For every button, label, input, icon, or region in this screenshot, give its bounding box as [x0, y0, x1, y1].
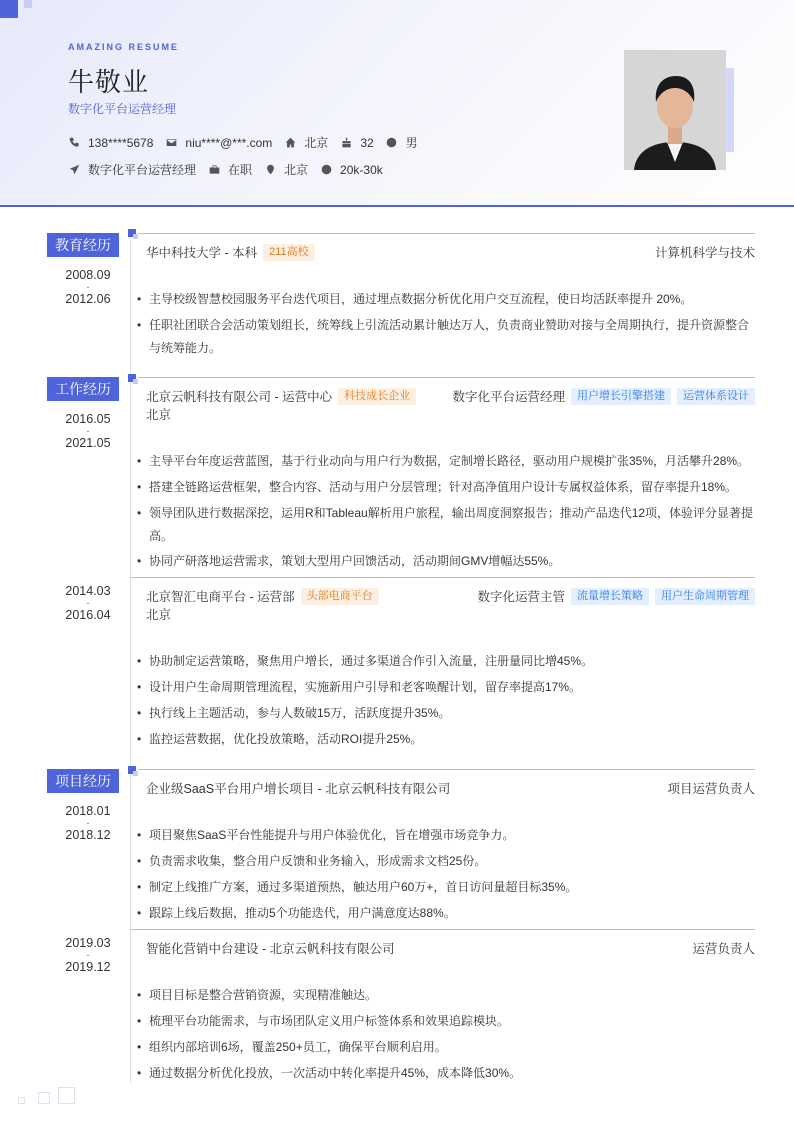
skill-tag: 用户增长引擎搭建	[571, 388, 671, 405]
job-status-info	[208, 161, 252, 178]
work-section-label: 工作经历	[47, 377, 119, 401]
age-info	[340, 136, 373, 150]
list-item: • 项目目标是整合营销资源，实现精准触达。	[137, 984, 755, 1007]
hometown-text: 北京	[304, 136, 329, 150]
edu-start-date: 2008.09	[65, 268, 111, 282]
work-city: 北京	[146, 608, 172, 622]
salary-icon	[320, 164, 332, 176]
work1-entry-header	[146, 387, 755, 405]
company-tag: 科技成长企业	[338, 388, 416, 405]
entry-divider	[130, 929, 755, 930]
gender-icon	[386, 137, 398, 149]
list-item: • 通过数据分析优化投放，一次活动中转化率提升45%，成本降低30%。	[137, 1062, 755, 1085]
email-text: niu****@***.com	[185, 135, 273, 150]
skill-tag: 运营体系设计	[677, 388, 755, 405]
list-item: • 执行线上主题活动，参与人数破15万，活跃度提升35%。	[137, 702, 755, 725]
work2-entry-header	[146, 587, 755, 605]
section-divider	[138, 377, 755, 378]
job-info-row	[68, 161, 395, 178]
list-item: • 主导平台年度运营蓝图，基于行业动向与用户行为数据，定制增长路径，驱动用户规模扩张35%，月活攀升28%。	[137, 450, 755, 473]
age-text: 32	[360, 135, 374, 150]
work1-end-date: 2021.05	[65, 436, 111, 450]
footer-decoration	[18, 1097, 25, 1104]
footer-decoration	[38, 1092, 50, 1104]
section-divider	[138, 233, 755, 234]
section-marker	[128, 374, 136, 382]
hometown-info	[284, 134, 328, 151]
list-item: • 任职社团联合会活动策划组长，统筹线上引流活动累计触达万人，负责商业赞助对接与全周期执行，提升资源整合与统筹能力。	[137, 314, 755, 360]
date-separator: -	[86, 818, 90, 828]
list-item: • 协助制定运营策略，聚焦用户增长，通过多渠道合作引入流量，注册量同比增45%。	[137, 650, 755, 673]
company-name: 北京云帆科技有限公司 - 运营中心	[146, 390, 333, 404]
date-separator: -	[86, 598, 90, 608]
date-separator: -	[86, 282, 90, 292]
cake-icon	[340, 137, 352, 149]
section-marker	[128, 229, 136, 237]
timeline-rule	[130, 233, 131, 1083]
proj1-end-date: 2018.12	[65, 828, 111, 842]
skill-tag: 用户生命周期管理	[655, 588, 755, 605]
section-marker	[128, 766, 136, 774]
project-role: 运营负责人	[692, 942, 755, 956]
phone-text: 138****5678	[88, 135, 154, 150]
work1-start-date: 2016.05	[65, 412, 111, 426]
section-divider	[138, 769, 755, 770]
location-icon	[264, 164, 276, 176]
resume-tagline: AMAZING RESUME	[68, 42, 179, 52]
school-name: 华中科技大学 - 本科	[146, 246, 258, 260]
edu-entry-header	[146, 243, 755, 261]
work2-end-date: 2016.04	[65, 608, 111, 622]
gender-text: 男	[405, 136, 418, 150]
job-role: 数字化平台运营经理	[452, 390, 565, 404]
date-separator: -	[86, 950, 90, 960]
company-name: 北京智汇电商平台 - 运营部	[146, 590, 295, 604]
corner-decoration-small	[24, 0, 32, 8]
project-name: 智能化营销中台建设 - 北京云帆科技有限公司	[146, 942, 395, 956]
proj2-start-date: 2019.03	[65, 936, 111, 950]
candidate-name: 牛敬业	[68, 68, 150, 98]
email-info	[165, 136, 272, 150]
candidate-title: 数字化平台运营经理	[68, 102, 177, 116]
proj1-start-date: 2018.01	[65, 804, 111, 818]
list-item: • 组织内部培训6场，覆盖250+员工，确保平台顺利启用。	[137, 1036, 755, 1059]
list-item: • 监控运营数据，优化投放策略，活动ROI提升25%。	[137, 728, 755, 751]
list-item: • 制定上线推广方案，通过多渠道预热，触达用户60万+，首日访问量超目标35%。	[137, 876, 755, 899]
skill-tag: 流量增长策略	[571, 588, 649, 605]
contact-info-row	[68, 134, 430, 151]
job-role: 数字化运营主管	[477, 590, 565, 604]
edu-end-date: 2012.06	[65, 292, 111, 306]
list-item: • 梳理平台功能需求，与市场团队定义用户标签体系和效果追踪模块。	[137, 1010, 755, 1033]
phone-icon	[68, 137, 80, 149]
work2-start-date: 2014.03	[65, 584, 111, 598]
list-item: • 项目聚焦SaaS平台性能提升与用户体验优化，旨在增强市场竞争力。	[137, 824, 755, 847]
send-icon	[68, 164, 80, 176]
list-item: • 设计用户生命周期管理流程，实施新用户引导和老客唤醒计划，留存率提高17%。	[137, 676, 755, 699]
work-city: 北京	[146, 408, 172, 422]
list-item: • 搭建全链路运营框架，整合内容、活动与用户分层管理；针对高净值用户设计专属权益体系，留存率提升18%。	[137, 476, 755, 499]
footer-decoration	[58, 1087, 75, 1104]
corner-decoration	[0, 0, 18, 18]
job-status-text: 在职	[228, 163, 253, 177]
list-item: • 负责需求收集，整合用户反馈和业务输入，形成需求文档25份。	[137, 850, 755, 873]
major-name: 计算机科学与技术	[654, 246, 755, 260]
list-item: • 主导校级智慧校园服务平台迭代项目，通过埋点数据分析优化用户交互流程，使日均活跃率提升 20%。	[137, 288, 755, 311]
mail-icon	[165, 137, 177, 149]
list-item: • 跟踪上线后数据，推动5个功能迭代，用户满意度达88%。	[137, 902, 755, 925]
company-tag: 头部电商平台	[301, 588, 379, 605]
profile-photo	[624, 50, 726, 170]
target-city-info	[264, 161, 308, 178]
entry-divider	[130, 577, 755, 578]
salary-text: 20k-30k	[340, 162, 383, 177]
project-role: 项目运营负责人	[667, 782, 755, 796]
list-item: • 协同产研落地运营需求，策划大型用户回馈活动，活动期间GMV增幅达55%。	[137, 550, 755, 573]
salary-info	[320, 163, 383, 177]
gender-info	[386, 134, 418, 151]
school-tag: 211高校	[263, 244, 315, 261]
date-separator: -	[86, 426, 90, 436]
education-section-label: 教育经历	[47, 233, 119, 257]
resume-header	[0, 0, 794, 207]
proj1-entry-header	[146, 779, 755, 797]
proj2-entry-header	[146, 939, 755, 957]
home-icon	[284, 137, 296, 149]
briefcase-icon	[208, 164, 220, 176]
phone-info	[68, 136, 153, 150]
projects-section-label: 项目经历	[47, 769, 119, 793]
target-position-info	[68, 161, 196, 178]
target-city-text: 北京	[284, 163, 309, 177]
proj2-end-date: 2019.12	[65, 960, 111, 974]
list-item: • 领导团队进行数据深挖，运用R和Tableau解析用户旅程，输出周度洞察报告；推动产品迭代12项，体验评分显著提高。	[137, 502, 755, 548]
target-position-text: 数字化平台运营经理	[88, 163, 197, 177]
project-name: 企业级SaaS平台用户增长项目 - 北京云帆科技有限公司	[146, 782, 451, 796]
